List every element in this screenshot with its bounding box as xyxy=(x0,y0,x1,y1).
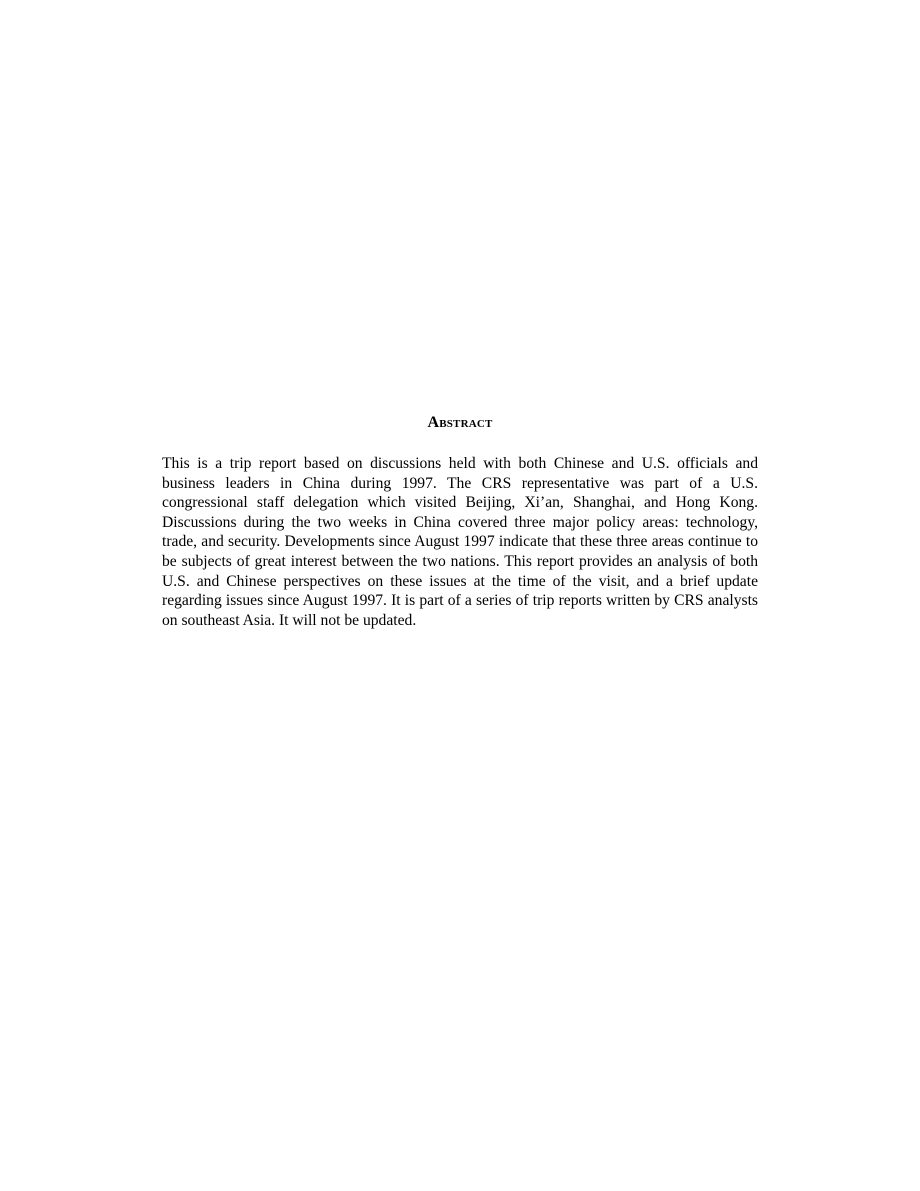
abstract-section xyxy=(162,412,758,630)
abstract-body: This is a trip report based on discussions held with both Chinese and U.S. officials and business leaders in China during 1997. The CRS representative was part of a U.S. congressional staff delegation which visited Beijing, Xi’an, Shanghai, and Hong Kong. Discussions during the two weeks in China covered three major policy areas: technology, trade, and security. Developments since August 1997 indicate that these three areas continue to be subjects of great interest between the two nations. This report provides an analysis of both U.S. and Chinese perspectives on these issues at the time of the visit, and a brief update regarding issues since August 1997. It is part of a series of trip reports written by CRS analysts on southeast Asia. It will not be updated. xyxy=(162,455,758,629)
abstract-heading: Abstract xyxy=(427,414,493,431)
